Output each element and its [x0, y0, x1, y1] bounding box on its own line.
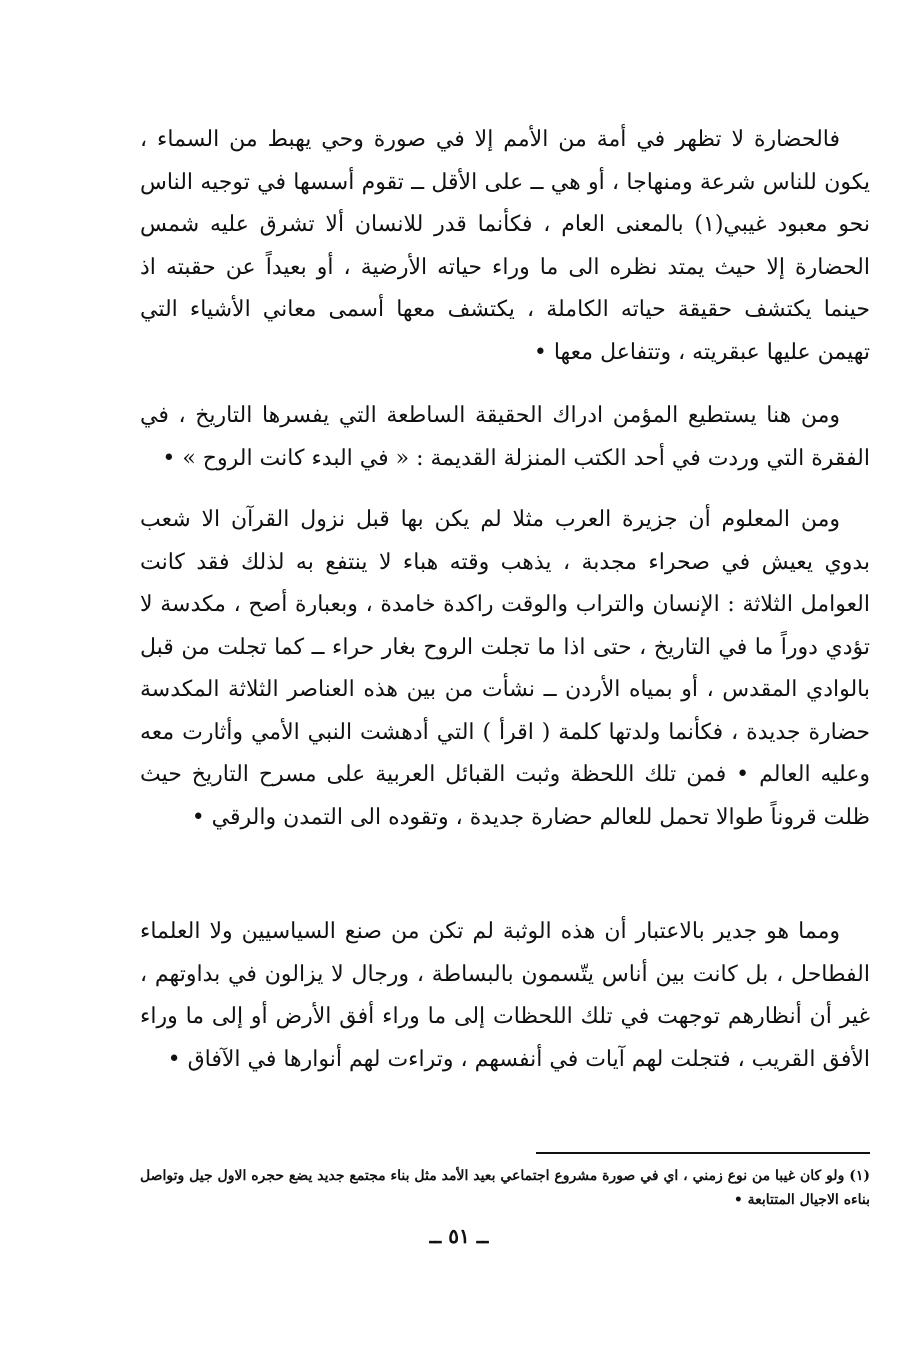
body-text-block-2 [140, 395, 870, 480]
paragraph-4: ومما هو جدير بالاعتبار أن هذه الوثبة لم تكن من صنع السياسيين ولا العلماء الفطاحل ، بل كانت بين أناس يتّسمون بالبساطة ، ورجال لا يزالون في بداوتهم ، غير أن أنظارهم توجهت في تلك اللحظات إلى ما وراء أفق الأرض أو إلى ما وراء الأفق القريب ، فتجلت لهم آيات في أنفسهم ، وتراءت لهم أنوارها في الآفاق • [140, 919, 870, 1072]
paragraph-3: ومن المعلوم أن جزيرة العرب مثلا لم يكن بها قبل نزول القرآن الا شعب بدوي يعيش في صحراء مجدبة ، يذهب وقته هباء لا ينتفع به لذلك فقد كانت العوامل الثلاثة : الإنسان والتراب والوقت راكدة خامدة ، وبعبارة أصح ، مكدسة لا تؤدي دوراً ما في التاريخ ، حتى اذا ما تجلت الروح بغار حراء ــ كما تجلت من قبل بالوادي المقدس ، أو بمياه الأردن ــ نشأت من بين هذه العناصر الثلاثة المكدسة حضارة جديدة ، فكأنما ولدتها كلمة ( اقرأ ) التي أدهشت النبي الأمي وأثارت معه وعليه العالم • فمن تلك اللحظة وثبت القبائل العربية على مسرح التاريخ حيث ظلت قروناً طوالا تحمل للعالم حضارة جديدة ، وتقوده الى التمدن والرقي • [140, 507, 870, 830]
body-text-block-1 [140, 119, 870, 374]
paragraph-1: فالحضارة لا تظهر في أمة من الأمم إلا في صورة وحي يهبط من السماء ، يكون للناس شرعة ومنهاجا ، أو هي ــ على الأقل ــ تقوم أسسها في توجيه الناس نحو معبود غيبي(١) بالمعنى العام ، فكأنما قدر للانسان ألا تشرق عليه شمس الحضارة إلا حيث يمتد نظره الى ما وراء حياته الأرضية ، أو بعيداً عن حقبته اذ حينما يكتشف حقيقة حياته الكاملة ، يكتشف معها أسمى معاني الأشياء التي تهيمن عليها عبقريته ، وتتفاعل معها • [140, 127, 871, 365]
paragraph-2: ومن هنا يستطيع المؤمن ادراك الحقيقة الساطعة التي يفسرها التاريخ ، في الفقرة التي وردت في أحد الكتب المنزلة القديمة : « في البدء كانت الروح » • [140, 403, 870, 471]
page-number: ــ ٥١ ــ [429, 1224, 489, 1248]
body-text-block-4 [140, 911, 870, 1081]
body-text-block-3 [140, 499, 870, 839]
footnote: (١) ولو كان غيبا من نوع زمني ، اي في صورة مشروع اجتماعي بعيد الأمد مثل بناء مجتمع جديد يضع حجره الاول جيل وتواصل بناءه الاجيال المتتابعة • [140, 1168, 870, 1208]
footnote-divider [536, 1152, 870, 1154]
